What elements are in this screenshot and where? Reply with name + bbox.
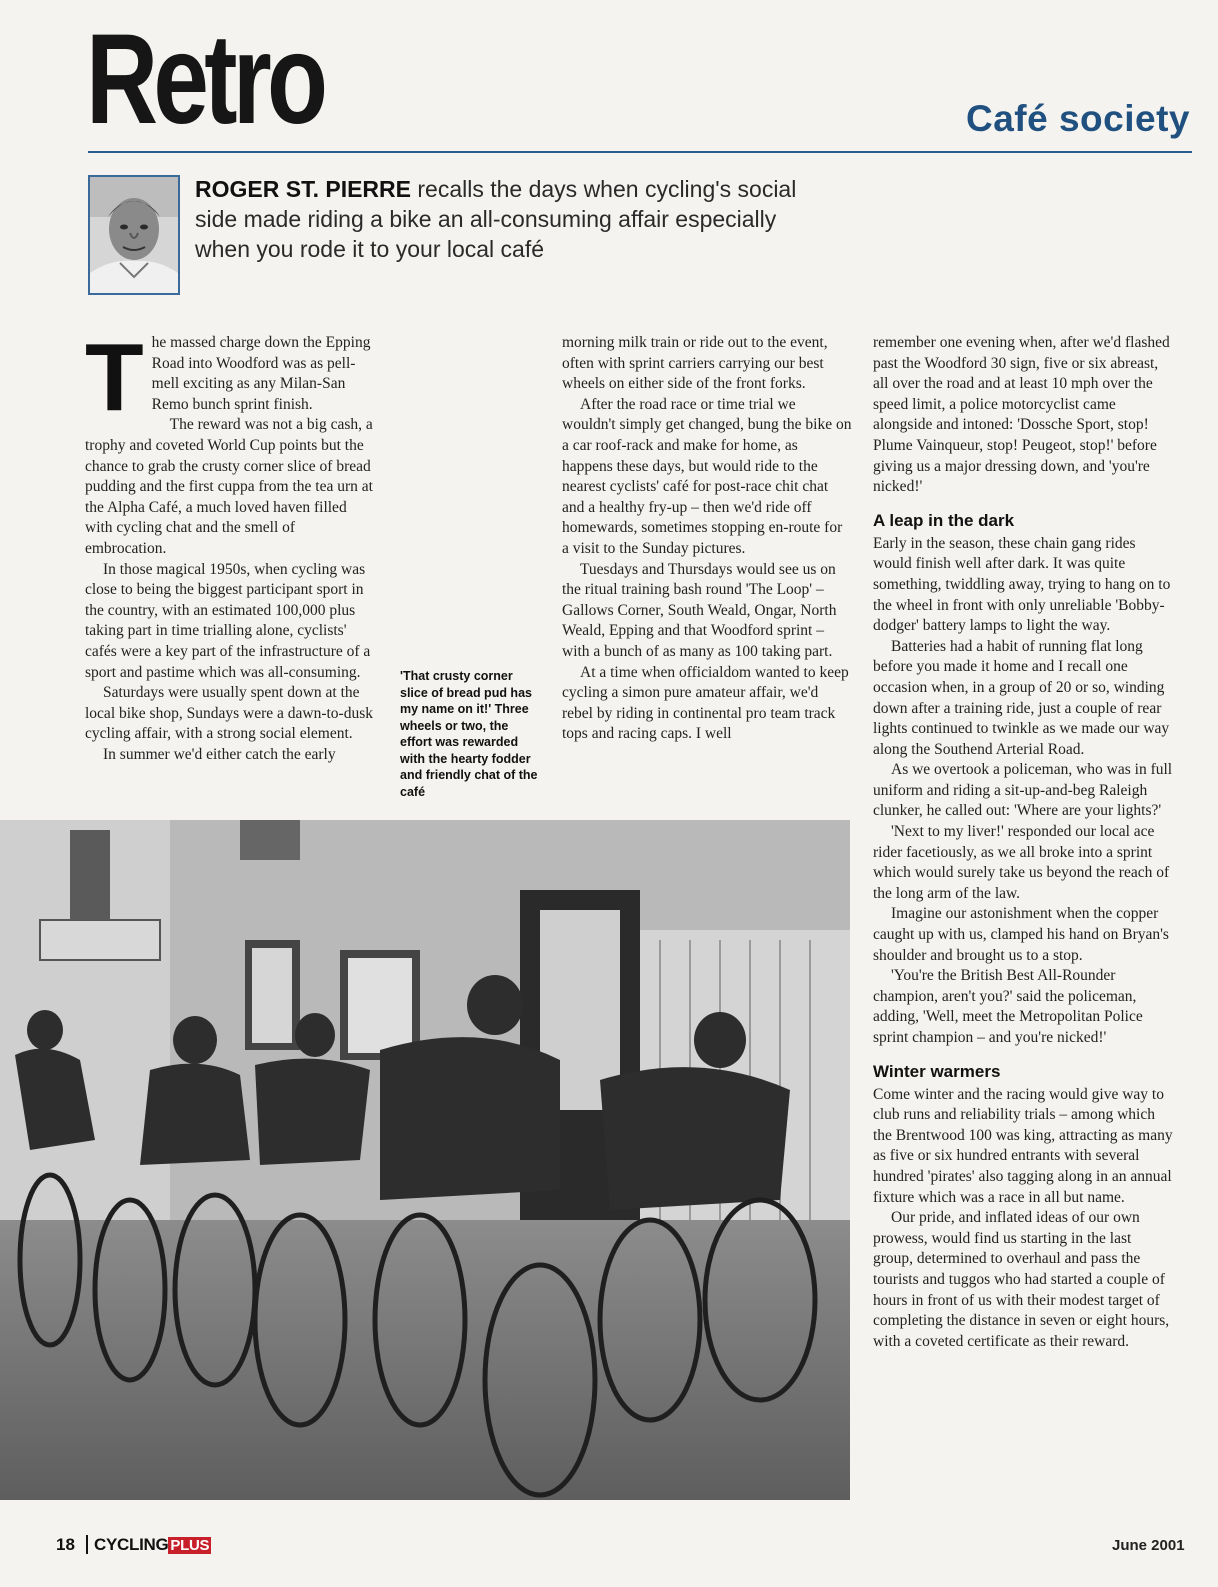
article-column-1 (85, 324, 377, 765)
article-column-2 (562, 333, 852, 745)
article-column-3 (873, 333, 1173, 1352)
magazine-masthead (86, 1535, 211, 1555)
paragraph: The reward was not a big cash, a trophy and coveted World Cup points but the chance to grab the crusty corner slice of bread pudding and the first cuppa from the tea urn at the Alpha Café, a much loved haven filled with cycling chat and the smell of embrocation. (85, 416, 373, 557)
header-rule (88, 151, 1192, 153)
paragraph: 'You're the British Best All-Rounder champion, aren't you?' said the policeman, adding, 'Well, meet the Metropolitan Police sprint champion – and you're nicked!' (873, 967, 1143, 1046)
paragraph: After the road race or time trial we wouldn't simply get changed, bung the bike on a car roof-rack and make for home, as happens these days, but would ride to the nearest cyclists' café for post-race chit chat and a healthy fry-up – then we'd ride off homewards, sometimes stopping en-route for a visit to the Sunday pictures. (562, 395, 852, 557)
paragraph: Imagine our astonishment when the copper caught up with us, clamped his hand on Bryan's shoulder and brought us to a stop. (873, 905, 1169, 964)
standfirst (195, 174, 835, 264)
drop-cap: T (85, 324, 144, 431)
masthead-plus: PLUS (170, 1537, 210, 1554)
paragraph: morning milk train or ride out to the event, often with sprint carriers carrying our best wheels on either side of the front forks. (562, 334, 828, 393)
subheading: Winter warmers (873, 1061, 1001, 1081)
paragraph: remember one evening when, after we'd flashed past the Woodford 30 sign, five or six abreast, all over the road and at least 10 mph over the speed limit, a police motorcyclist came alongside and intoned: 'Dossche Sport, stop! Plume Vainqueur, stop! Peugeot, stop!' before giving us a major dressing down, and 'you're nicked!' (873, 334, 1170, 496)
author-name: ROGER ST. PIERRE (195, 176, 411, 202)
cyclists-photo (0, 820, 850, 1500)
paragraph: Saturdays were usually spent down at the local bike shop, Sundays were a dawn-to-dusk cycling affair, with a strong social element. (85, 684, 373, 743)
paragraph: Tuesdays and Thursdays would see us on the ritual training bash round 'The Loop' – Gallows Corner, South Weald, Ongar, North Weald, Epping and that Woodford sprint – with a bunch of as many as 100 taking part. (562, 560, 837, 660)
author-photo (88, 175, 180, 295)
section-subtitle: Café society (966, 98, 1190, 139)
paragraph: At a time when officialdom wanted to keep cycling a simon pure amateur affair, we'd rebel by riding in continental pro team track tops and racing caps. I well (562, 663, 849, 743)
paragraph: Early in the season, these chain gang rides would finish well after dark. It was quite something, twiddling away, trying to hang on to the wheel in front with only unreliable 'Bobby-dodger' battery lamps to light the way. (873, 534, 1171, 635)
paragraph: As we overtook a policeman, who was in full uniform and riding a sit-up-and-beg Raleigh clunker, he called out: 'Where are your lights?' (873, 761, 1173, 820)
paragraph: In summer we'd either catch the early (103, 745, 336, 763)
paragraph: Batteries had a habit of running flat long before you made it home and I recall one occasion when, in a group of 20 or so, winding down after a training ride, just a couple of rear lights continued to twinkle as we made our way along the Southend Arterial Road. (873, 637, 1170, 758)
page-number: 18 (56, 1535, 75, 1554)
paragraph: Come winter and the racing would give way to club runs and reliability trials – among which the Brentwood 100 was king, attracting as many as five or six hundred entrants with several hundred 'pirates' also tagging along in an annual fixture which was a race in all but name. (873, 1085, 1173, 1206)
masthead-main: CYCLING (86, 1535, 168, 1554)
pull-quote: 'That crusty corner slice of bread pud has my name on it!' Three wheels or two, the effort was rewarded with the hearty fodder and friendly chat of the café (400, 669, 538, 799)
paragraph: 'Next to my liver!' responded our local ace rider facetiously, as we all broke into a sprint which would surely take us beyond the reach of the long arm of the law. (873, 823, 1170, 902)
issue-date: June 2001 (1112, 1537, 1185, 1554)
paragraph: he massed charge down the Epping Road into Woodford was as pell-mell exciting as any Milan-San Remo bunch sprint finish. (151, 334, 371, 413)
section-title: Retro (86, 8, 324, 151)
standfirst-text: recalls the days when cycling's social side made riding a bike an all-consuming affair especially when you rode it to your local café (195, 176, 797, 262)
subheading: A leap in the dark (873, 510, 1015, 530)
paragraph: Our pride, and inflated ideas of our own prowess, would find us starting in the last group, determined to overhaul and pass the tourists and tuggos who had started a couple of hours in front of us with their modest target of completing the distance in seven or eight hours, with a coveted certificate as their reward. (873, 1209, 1170, 1350)
paragraph: In those magical 1950s, when cycling was close to being the biggest participant sport in the country, with an estimated 100,000 plus taking part in time trialling alone, cyclists' cafés were a key part of the infrastructure of a sport and pastime which was all-consuming. (85, 560, 371, 681)
